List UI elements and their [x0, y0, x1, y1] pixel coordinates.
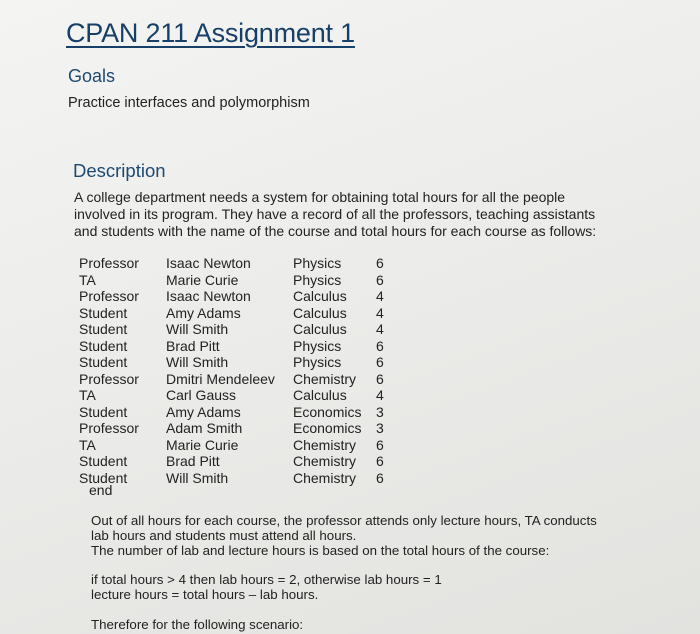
record-role: Professor	[79, 370, 139, 387]
goals-heading: Goals	[68, 66, 116, 86]
description-text	[74, 189, 634, 240]
record-course: Calculus	[293, 321, 347, 337]
record-course: Physics	[293, 337, 342, 354]
record-name: Marie Curie	[166, 436, 239, 453]
record-name: Will Smith	[166, 354, 229, 370]
record-role: Student	[79, 453, 128, 469]
record-hours: 4	[376, 304, 384, 321]
record-role: Professor	[79, 288, 139, 304]
record-name: Brad Pitt	[166, 453, 220, 469]
record-name: Brad Pitt	[166, 337, 220, 354]
record-name: Will Smith	[166, 321, 229, 337]
goals-text: Practice interfaces and polymorphism	[68, 95, 310, 111]
record-hours: 6	[376, 469, 384, 486]
record-name: Amy Adams	[166, 403, 241, 420]
record-course: Chemistry	[293, 469, 357, 486]
record-course: Chemistry	[293, 453, 357, 469]
record-name: Marie Curie	[166, 271, 239, 288]
record-course: Chemistry	[293, 370, 357, 387]
record-hours: 6	[376, 453, 384, 469]
record-name: Adam Smith	[166, 420, 243, 436]
record-hours: 3	[376, 403, 384, 420]
record-course: Physics	[293, 354, 342, 370]
record-name: Isaac Newton	[166, 255, 251, 271]
record-role: Student	[79, 469, 128, 486]
record-role: TA	[79, 387, 96, 403]
description-line: involved in its program. They have a record of all the professors, teaching assistants	[74, 206, 596, 222]
record-name: Will Smith	[166, 469, 229, 486]
record-course: Calculus	[293, 304, 347, 321]
record-course: Physics	[293, 255, 342, 271]
record-hours: 4	[376, 387, 384, 403]
record-course: Calculus	[293, 387, 347, 403]
record-hours: 6	[376, 255, 384, 271]
record-hours: 3	[376, 420, 384, 436]
record-role: TA	[79, 436, 96, 453]
record-course: Economics	[293, 403, 362, 420]
formula-line: lecture hours = total hours – lab hours.	[91, 587, 319, 602]
page-title: CPAN 211 Assignment 1	[66, 18, 355, 48]
record-name: Amy Adams	[166, 304, 241, 321]
record-hours: 6	[376, 271, 384, 288]
scenario-intro: Therefore for the following scenario:	[91, 617, 304, 632]
record-name: Carl Gauss	[166, 387, 237, 403]
formula-line: if total hours > 4 then lab hours = 2, otherwise lab hours = 1	[91, 572, 442, 587]
record-name: Isaac Newton	[166, 288, 251, 304]
end-marker: end	[89, 482, 113, 498]
record-role: Student	[79, 321, 128, 337]
description-line: and students with the name of the course and total hours for each course as follows:	[74, 223, 597, 239]
record-hours: 6	[376, 436, 384, 453]
record-course: Economics	[293, 420, 362, 436]
record-role: Student	[79, 403, 128, 420]
record-course: Calculus	[293, 288, 347, 304]
record-role: Professor	[79, 255, 139, 271]
record-hours: 6	[376, 337, 384, 354]
description-line: A college department needs a system for obtaining total hours for all the people	[74, 189, 566, 205]
record-course: Chemistry	[293, 436, 357, 453]
record-hours: 4	[376, 288, 384, 304]
record-name: Dmitri Mendeleev	[166, 370, 275, 387]
record-role: Student	[79, 337, 128, 354]
formula-block	[91, 572, 442, 602]
rules-line: The number of lab and lecture hours is based on the total hours of the course:	[91, 543, 550, 558]
record-role: Professor	[79, 420, 139, 436]
rules-paragraph	[91, 513, 597, 558]
record-course: Physics	[293, 271, 342, 288]
record-hours: 6	[376, 354, 384, 370]
record-role: Student	[79, 304, 128, 321]
rules-line: lab hours and students must attend all hours.	[91, 528, 357, 543]
record-role: Student	[79, 354, 128, 370]
description-heading: Description	[73, 160, 166, 181]
record-role: TA	[79, 271, 96, 288]
record-hours: 4	[376, 321, 384, 337]
record-hours: 6	[376, 370, 384, 387]
rules-line: Out of all hours for each course, the professor attends only lecture hours, TA conducts	[91, 513, 597, 528]
